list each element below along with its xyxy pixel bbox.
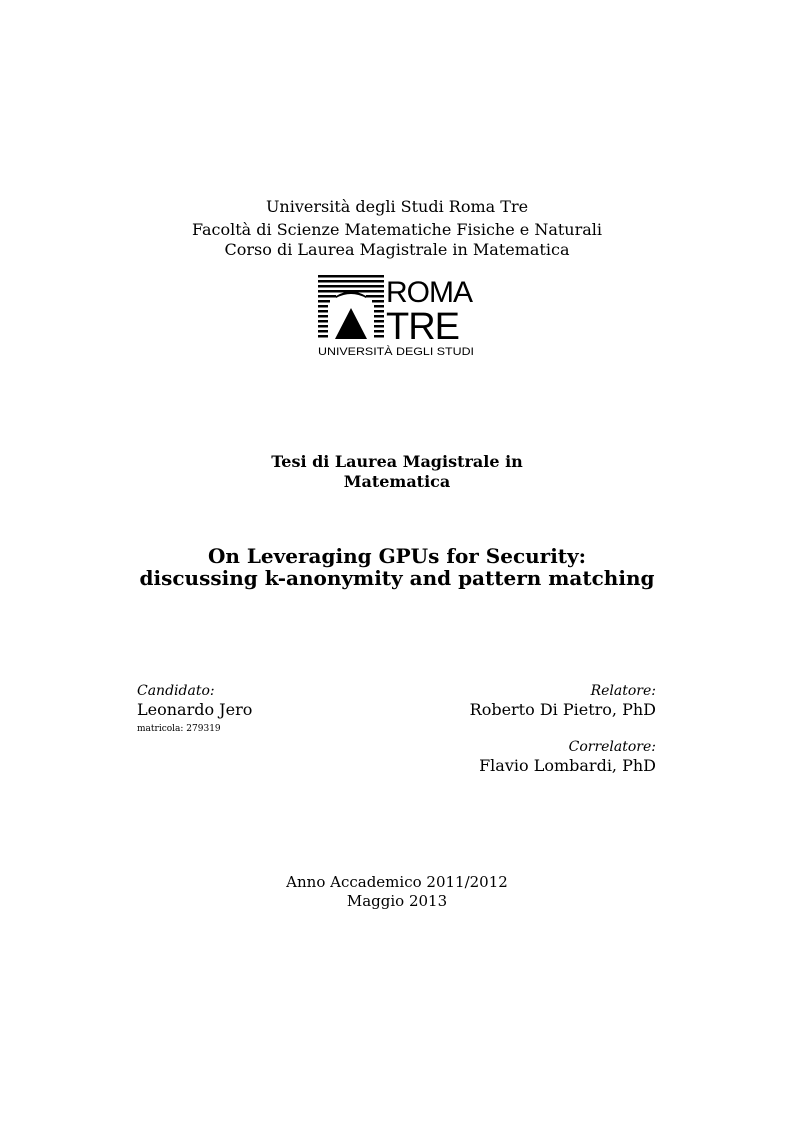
thesis-title-line1: On Leveraging GPUs for Security: [207, 544, 587, 568]
submission-date: Maggio 2013 [346, 892, 448, 910]
thesis-subject: Matematica [343, 472, 451, 491]
logo-word-roma: ROMA [386, 276, 472, 309]
university-name: Università degli Studi Roma Tre [265, 197, 529, 216]
candidate-label: Candidato: [137, 683, 215, 699]
academic-year: Anno Accademico 2011/2012 [286, 873, 508, 891]
logo-word-tre: TRE [386, 306, 459, 348]
thesis-type: Tesi di Laurea Magistrale in [271, 452, 523, 471]
advisor-label: Relatore: [590, 683, 656, 699]
roma-tre-logo [318, 275, 476, 357]
candidate-matricola: matricola: 279319 [137, 724, 221, 734]
faculty-name: Facoltà di Scienze Matematiche Fisiche e Naturali [191, 220, 603, 239]
candidate-name: Leonardo Jero [137, 700, 253, 719]
thesis-title-line2: discussing k-anonymity and pattern matching [139, 566, 655, 590]
candidate-block [137, 682, 252, 736]
coadvisor-label: Correlatore: [568, 739, 656, 755]
logo-caption: UNIVERSITÀ DEGLI STUDI [318, 346, 457, 357]
supervisors-block [470, 682, 656, 776]
coadvisor-name: Flavio Lombardi, PhD [479, 756, 656, 775]
degree-course: Corso di Laurea Magistrale in Matematica [224, 240, 570, 259]
advisor-name: Roberto Di Pietro, PhD [469, 700, 656, 719]
